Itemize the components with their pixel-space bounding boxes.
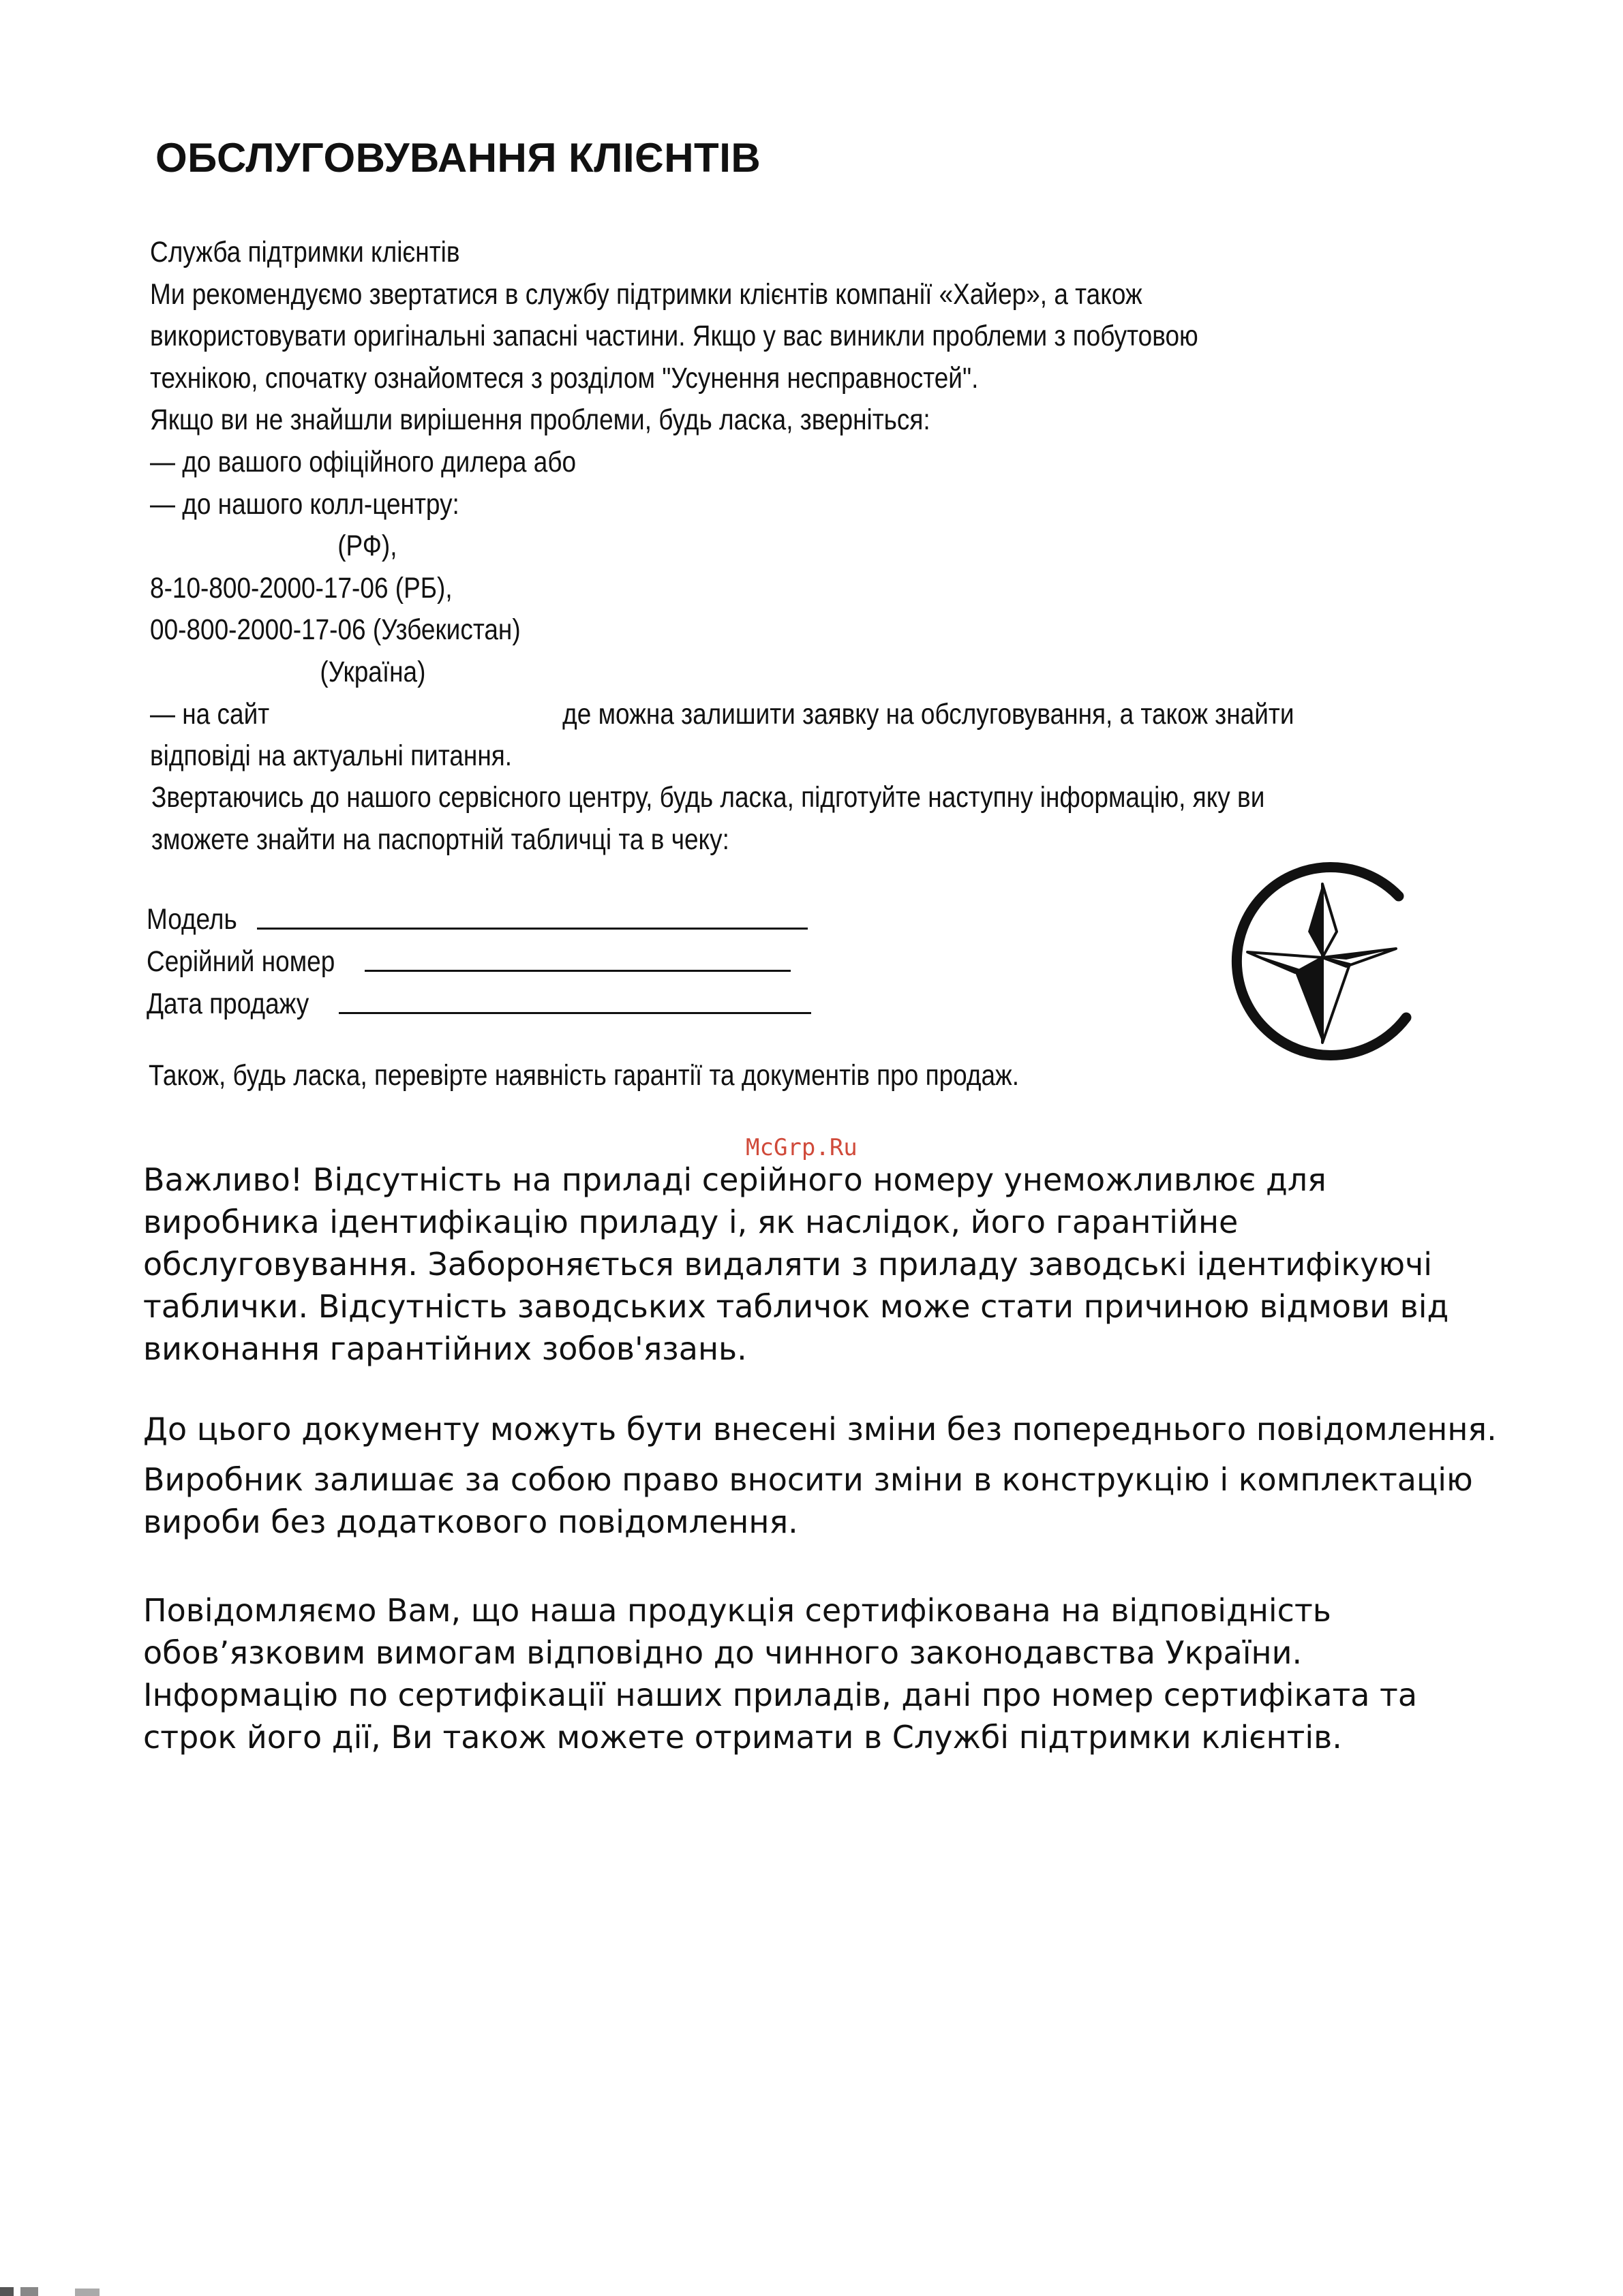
site-suffix: де можна залишити заявку на обслуговування, а також знайти — [562, 697, 1294, 731]
serial-label: Серійний номер — [147, 945, 335, 978]
certification-line: обов’язковим вимогам відповідно до чинного законодавства України. — [143, 1634, 1303, 1671]
changes-notice — [143, 1408, 1497, 1543]
important-notice — [143, 1159, 1448, 1370]
prepare-info-line: Звертаючись до нашого сервісного центру, будь ласка, підготуйте наступну інформацію, яку ви — [151, 781, 1265, 814]
support-heading: Служба підтримки клієнтів — [150, 236, 460, 269]
important-line: обслуговування. Забороняється видаляти з приладу заводські ідентифікуючі — [143, 1246, 1433, 1283]
contact-option-dealer: — до вашого офіційного дилера або — [150, 445, 577, 478]
manufacturer-line: Виробник залишає за собою право вносити зміни в конструкцію і комплектацію — [143, 1461, 1473, 1498]
warranty-note: Також, будь ласка, перевірте наявність гарантії та документів про продаж. — [149, 1059, 1020, 1092]
phone-rf: (РФ), — [337, 530, 397, 563]
site-continuation: відповіді на актуальні питання. — [150, 739, 513, 773]
phone-ua: (Україна) — [320, 655, 426, 688]
certification-line: строк його дії, Ви також можете отримати в Службі підтримки клієнтів. — [143, 1719, 1342, 1756]
watermark: McGrp.Ru — [746, 1134, 858, 1161]
model-blank-line — [257, 928, 808, 930]
support-intro-line: Ми рекомендуємо звертатися в службу підтримки клієнтів компанії «Хайер», а також — [150, 277, 1142, 311]
date-blank-line — [339, 1012, 811, 1014]
certification-line: Інформацію по сертифікації наших приладів, дані про номер сертифіката та — [143, 1677, 1418, 1713]
page-title: ОБСЛУГОВУВАННЯ КЛІЄНТІВ — [155, 135, 761, 181]
important-line: виробника ідентифікацію приладу і, як наслідок, його гарантійне — [143, 1204, 1239, 1240]
important-line: таблички. Відсутність заводських табличок може стати причиною відмови від — [143, 1288, 1449, 1325]
certification-line: Повідомляємо Вам, що наша продукція сертифікована на відповідність — [143, 1592, 1331, 1629]
phone-uz: 00-800-2000-17-06 (Узбекистан) — [150, 613, 521, 647]
contact-option-call-center: — до нашого колл-центру: — [150, 487, 459, 521]
prepare-info-section — [151, 777, 1264, 861]
form-row-model — [147, 894, 365, 936]
support-intro-line: Якщо ви не знайшли вирішення проблеми, будь ласка, зверніться: — [150, 403, 930, 437]
changes-line: До цього документу можуть бути внесені зміни без попереднього повідомлення. — [143, 1411, 1497, 1448]
form-row-date — [147, 979, 365, 1021]
ukrainian-conformity-mark-icon — [1213, 855, 1418, 1073]
phone-rb: 8-10-800-2000-17-06 (РБ), — [150, 571, 453, 604]
serial-blank-line — [365, 970, 791, 972]
support-intro-line: технікою, спочатку ознайомтеся з розділом "Усунення несправностей". — [150, 361, 979, 395]
certification-notice — [143, 1589, 1417, 1758]
date-label: Дата продажу — [147, 988, 309, 1020]
page-edge-mark — [0, 2283, 109, 2296]
support-intro-line: використовувати оригінальні запасні частини. Якщо у вас виникли проблеми з побутовою — [150, 320, 1198, 353]
prepare-info-line: зможете знайти на паспортній табличці та в чеку: — [151, 823, 729, 856]
site-line — [150, 694, 1311, 736]
manufacturer-line: вироби без додаткового повідомлення. — [143, 1503, 798, 1540]
form-row-serial — [147, 936, 365, 979]
important-line: виконання гарантійних зобов'язань. — [143, 1330, 747, 1367]
support-section — [150, 232, 1311, 778]
important-line: Важливо! Відсутність на приладі серійного номеру унеможливлює для — [143, 1161, 1326, 1198]
product-info-form — [147, 894, 365, 1021]
site-prefix: — на сайт — [150, 697, 270, 731]
model-label: Модель — [147, 903, 237, 936]
